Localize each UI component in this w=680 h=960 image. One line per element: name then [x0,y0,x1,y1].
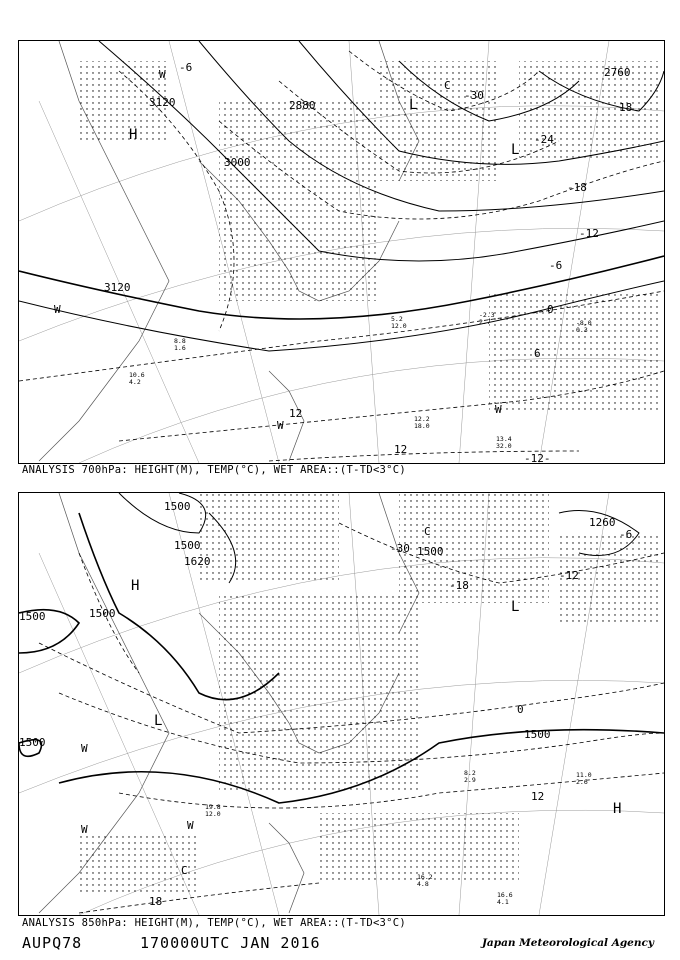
high-center: H [613,801,622,817]
low-center: L [409,97,418,113]
panel-caption-850hpa: ANALYSIS 850hPa: HEIGHT(M), TEMP(°C), WET AREA::(T-TD<3°C) [22,917,407,929]
height-label: 1500 [164,500,191,513]
temp-label: -30 [464,89,484,102]
height-label: 1260 [589,516,616,529]
temp-label: -12- [524,452,551,463]
station-obs: 10.6 4.2 [129,371,145,386]
height-label: 3120 [149,96,176,109]
warm-center: W [54,303,61,316]
height-label: 3000 [224,156,251,169]
station-obs: 11.0 2.6 [576,771,592,786]
station-obs: -2.3 2.7 [479,311,495,326]
temp-label: 12 [394,443,408,456]
station-obs: -8.0 0.3 [576,319,592,334]
panel-caption-700hpa: ANALYSIS 700hPa: HEIGHT(M), TEMP(°C), WET AREA::(T-TD<3°C) [22,464,407,476]
station-obs: 16.6 4.1 [497,891,513,906]
wet-area-stipple [79,493,659,893]
height-label: 1500 [19,736,46,749]
map-850hpa-svg [19,493,664,915]
height-label: 2760 [604,66,631,79]
cold-center: C [444,79,451,92]
height-label: 1500 [89,607,116,620]
height-label: 1620 [184,555,211,568]
height-label: 2880 [289,99,316,112]
temp-label: 0 [517,703,524,716]
height-label: 1500 [174,539,201,552]
temp-label: 6 [534,347,541,360]
high-center: H [131,578,140,594]
temp-label: 18 [149,895,163,908]
temp-label: 18 [619,101,633,114]
wet-area-stipple [79,61,659,411]
temp-label: -6 [179,61,193,74]
cold-center: C [181,864,188,877]
temp-label: -18 [449,579,469,592]
valid-time: 170000UTC JAN 2016 [140,934,321,952]
height-label: 1500 [19,610,46,623]
temp-label: -6 [619,528,633,541]
map-700hpa-svg [19,41,664,463]
map-panel-700hpa [18,40,665,464]
temp-label: -18 [567,181,587,194]
low-center: L [154,713,163,729]
low-center: L [511,142,520,158]
station-obs: 8.8 1.6 [174,337,186,352]
height-label: 1500 [417,545,444,558]
temp-label: -12 [559,569,579,582]
station-obs: 13.4 32.0 [496,435,512,450]
chart-id: AUPQ78 [22,934,83,952]
temp-label: 12 [531,790,545,803]
temp-label: 12 [289,407,303,420]
warm-center: W [81,823,88,836]
temp-label: -6 [549,259,563,272]
station-obs: 5.2 12.0 [391,315,407,330]
height-label: 3120 [104,281,131,294]
height-label: 1500 [524,728,551,741]
warm-center: W [277,419,284,432]
temp-label: -12 [579,227,599,240]
station-obs: 8.2 2.9 [464,769,476,784]
warm-center: W [81,742,88,755]
temp-label: 0 [547,303,554,316]
low-center: L [511,599,520,615]
temp-label: -30 [390,542,410,555]
high-center: H [129,127,138,143]
warm-center: W [159,68,166,81]
station-obs: 16.2 4.8 [417,873,433,888]
warm-center: W [187,819,194,832]
station-obs: 19.8 12.0 [205,803,221,818]
warm-center: W [495,403,502,416]
map-panel-850hpa [18,492,665,916]
station-obs: 12.2 18.0 [414,415,430,430]
agency-name: Japan Meteorological Agency [481,937,654,949]
cold-center: C [424,525,431,538]
temp-label: -24 [534,133,554,146]
